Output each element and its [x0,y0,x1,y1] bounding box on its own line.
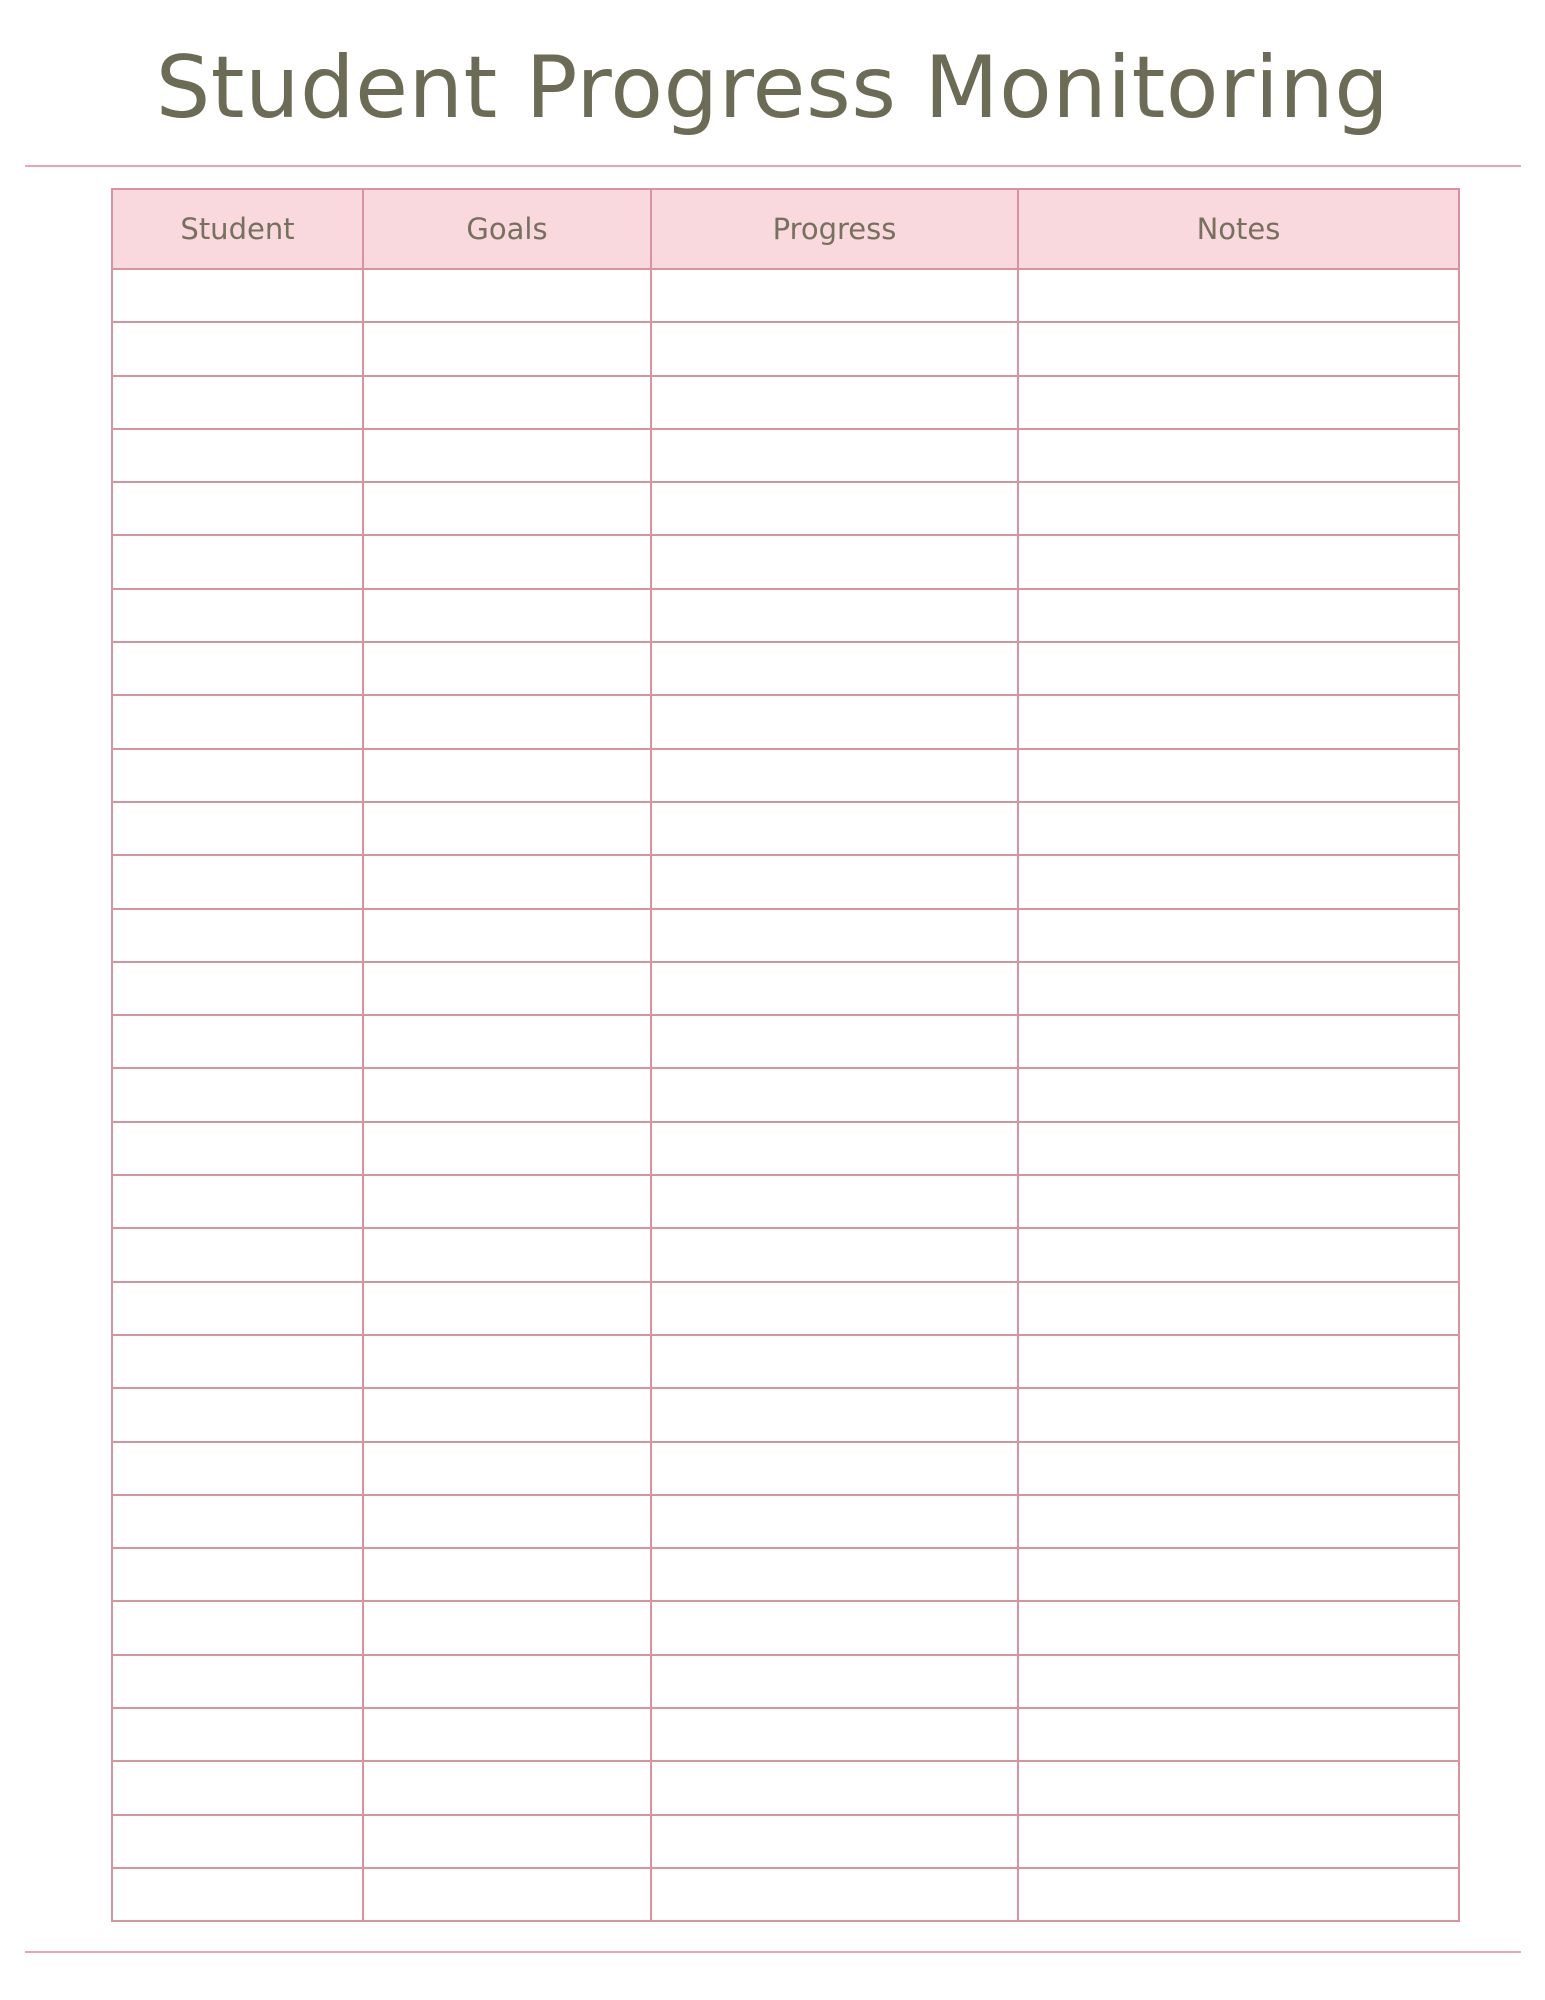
cell-notes[interactable] [1018,1761,1459,1814]
cell-notes[interactable] [1018,1601,1459,1654]
cell-goals[interactable] [363,322,651,375]
cell-notes[interactable] [1018,1068,1459,1121]
table-row [112,1655,1459,1708]
table-row [112,1068,1459,1121]
table-row [112,1442,1459,1495]
cell-notes[interactable] [1018,695,1459,748]
cell-notes[interactable] [1018,642,1459,695]
cell-student[interactable] [112,1868,363,1921]
table-row [112,535,1459,588]
cell-goals[interactable] [363,962,651,1015]
cell-goals[interactable] [363,1708,651,1761]
cell-student[interactable] [112,962,363,1015]
table-row [112,1815,1459,1868]
cell-notes[interactable] [1018,1175,1459,1228]
cell-notes[interactable] [1018,802,1459,855]
column-header-notes: Notes [1018,189,1459,269]
cell-progress[interactable] [651,749,1018,802]
table-row [112,1388,1459,1441]
cell-student[interactable] [112,749,363,802]
cell-notes[interactable] [1018,1282,1459,1335]
cell-notes[interactable] [1018,269,1459,322]
cell-student[interactable] [112,1228,363,1281]
cell-student[interactable] [112,1175,363,1228]
table-row [112,909,1459,962]
cell-student[interactable] [112,855,363,908]
cell-goals[interactable] [363,909,651,962]
cell-progress[interactable] [651,1655,1018,1708]
page-title: Student Progress Monitoring [155,38,1390,138]
cell-notes[interactable] [1018,376,1459,429]
cell-student[interactable] [112,1122,363,1175]
cell-student[interactable] [112,269,363,322]
cell-goals[interactable] [363,1335,651,1388]
table-row [112,1868,1459,1921]
top-divider [25,165,1521,167]
cell-student[interactable] [112,1655,363,1708]
cell-progress[interactable] [651,1815,1018,1868]
cell-notes[interactable] [1018,1815,1459,1868]
cell-goals[interactable] [363,695,651,748]
cell-notes[interactable] [1018,1655,1459,1708]
cell-goals[interactable] [363,1282,651,1335]
cell-progress[interactable] [651,482,1018,535]
cell-notes[interactable] [1018,429,1459,482]
cell-student[interactable] [112,642,363,695]
table-row [112,376,1459,429]
cell-goals[interactable] [363,1068,651,1121]
cell-student[interactable] [112,429,363,482]
cell-progress[interactable] [651,1015,1018,1068]
cell-goals[interactable] [363,1601,651,1654]
cell-progress[interactable] [651,1868,1018,1921]
table-row [112,269,1459,322]
cell-goals[interactable] [363,1761,651,1814]
cell-student[interactable] [112,1601,363,1654]
cell-goals[interactable] [363,1122,651,1175]
cell-progress[interactable] [651,1228,1018,1281]
column-header-goals: Goals [363,189,651,269]
cell-progress[interactable] [651,1495,1018,1548]
cell-goals[interactable] [363,1495,651,1548]
progress-table [111,188,1460,1922]
table-row [112,429,1459,482]
cell-notes[interactable] [1018,1335,1459,1388]
cell-progress[interactable] [651,429,1018,482]
cell-goals[interactable] [363,642,651,695]
table-row [112,802,1459,855]
table-row [112,1282,1459,1335]
cell-progress[interactable] [651,962,1018,1015]
cell-goals[interactable] [363,1228,651,1281]
table-row [112,1228,1459,1281]
table-row [112,855,1459,908]
table-row [112,1708,1459,1761]
cell-student[interactable] [112,322,363,375]
cell-student[interactable] [112,1815,363,1868]
cell-student[interactable] [112,695,363,748]
cell-goals[interactable] [363,1388,651,1441]
cell-goals[interactable] [363,1548,651,1601]
cell-notes[interactable] [1018,482,1459,535]
cell-progress[interactable] [651,322,1018,375]
cell-notes[interactable] [1018,322,1459,375]
cell-progress[interactable] [651,376,1018,429]
cell-student[interactable] [112,589,363,642]
cell-goals[interactable] [363,1655,651,1708]
cell-progress[interactable] [651,269,1018,322]
table-row [112,1015,1459,1068]
cell-notes[interactable] [1018,589,1459,642]
cell-notes[interactable] [1018,1708,1459,1761]
cell-student[interactable] [112,1442,363,1495]
cell-progress[interactable] [651,1335,1018,1388]
cell-goals[interactable] [363,269,651,322]
cell-goals[interactable] [363,1175,651,1228]
cell-progress[interactable] [651,1122,1018,1175]
table-row [112,1548,1459,1601]
table-row [112,962,1459,1015]
cell-student[interactable] [112,802,363,855]
table-row [112,749,1459,802]
table-row [112,1601,1459,1654]
cell-goals[interactable] [363,855,651,908]
table-row [112,695,1459,748]
cell-notes[interactable] [1018,1015,1459,1068]
cell-goals[interactable] [363,535,651,588]
cell-progress[interactable] [651,802,1018,855]
cell-goals[interactable] [363,1015,651,1068]
cell-goals[interactable] [363,1868,651,1921]
cell-notes[interactable] [1018,749,1459,802]
cell-student[interactable] [112,376,363,429]
cell-goals[interactable] [363,749,651,802]
cell-notes[interactable] [1018,1868,1459,1921]
cell-student[interactable] [112,535,363,588]
cell-progress[interactable] [651,1388,1018,1441]
cell-student[interactable] [112,1335,363,1388]
cell-goals[interactable] [363,376,651,429]
cell-goals[interactable] [363,1442,651,1495]
cell-progress[interactable] [651,1708,1018,1761]
cell-progress[interactable] [651,909,1018,962]
cell-progress[interactable] [651,1282,1018,1335]
bottom-divider [25,1951,1521,1953]
cell-progress[interactable] [651,1548,1018,1601]
cell-student[interactable] [112,1761,363,1814]
cell-progress[interactable] [651,695,1018,748]
table-row [112,322,1459,375]
cell-notes[interactable] [1018,1495,1459,1548]
cell-progress[interactable] [651,1601,1018,1654]
cell-progress[interactable] [651,1442,1018,1495]
table-row [112,482,1459,535]
cell-student[interactable] [112,1495,363,1548]
cell-student[interactable] [112,1548,363,1601]
cell-progress[interactable] [651,535,1018,588]
cell-student[interactable] [112,1068,363,1121]
cell-progress[interactable] [651,589,1018,642]
column-header-student: Student [112,189,363,269]
cell-progress[interactable] [651,642,1018,695]
cell-student[interactable] [112,1282,363,1335]
cell-notes[interactable] [1018,1548,1459,1601]
cell-progress[interactable] [651,1175,1018,1228]
cell-notes[interactable] [1018,855,1459,908]
cell-notes[interactable] [1018,535,1459,588]
cell-notes[interactable] [1018,909,1459,962]
cell-notes[interactable] [1018,962,1459,1015]
cell-progress[interactable] [651,1761,1018,1814]
table-row [112,1335,1459,1388]
table-row [112,1122,1459,1175]
table-row [112,1761,1459,1814]
table-body [112,269,1459,1921]
cell-progress[interactable] [651,855,1018,908]
column-header-progress: Progress [651,189,1018,269]
cell-student[interactable] [112,909,363,962]
cell-goals[interactable] [363,429,651,482]
cell-progress[interactable] [651,1068,1018,1121]
cell-goals[interactable] [363,1815,651,1868]
cell-goals[interactable] [363,482,651,535]
table-header-row [112,189,1459,269]
cell-student[interactable] [112,1015,363,1068]
table-row [112,1175,1459,1228]
table-row [112,642,1459,695]
cell-notes[interactable] [1018,1388,1459,1441]
cell-goals[interactable] [363,802,651,855]
cell-notes[interactable] [1018,1228,1459,1281]
table-row [112,1495,1459,1548]
cell-notes[interactable] [1018,1122,1459,1175]
cell-goals[interactable] [363,589,651,642]
cell-student[interactable] [112,1708,363,1761]
cell-student[interactable] [112,482,363,535]
table-row [112,589,1459,642]
cell-notes[interactable] [1018,1442,1459,1495]
cell-student[interactable] [112,1388,363,1441]
